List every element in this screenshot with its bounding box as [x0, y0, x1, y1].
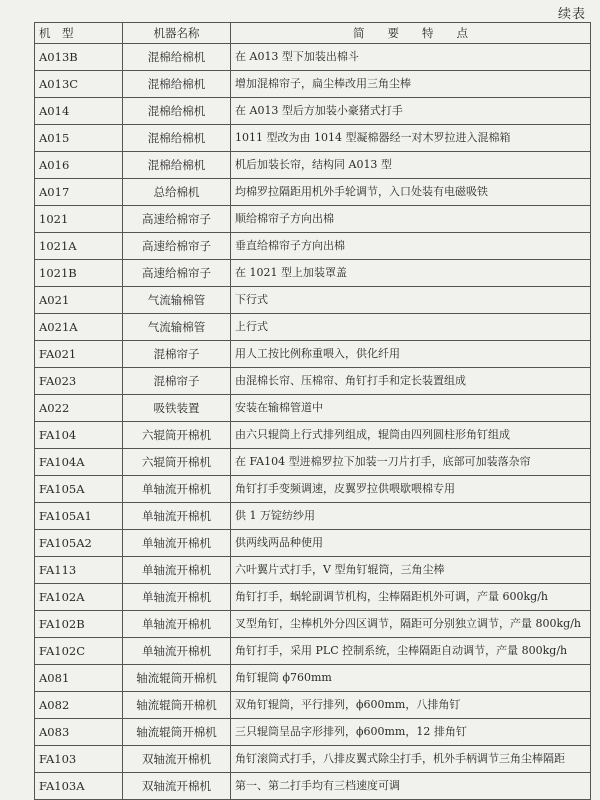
- table-row: [35, 503, 591, 530]
- model-cell: FA103: [35, 746, 123, 773]
- features-cell: 角钉滚筒式打手，八排皮翼式除尘打手，机外手柄调节三角尘棒隔距: [231, 746, 591, 773]
- table-row: [35, 692, 591, 719]
- table-row: [35, 395, 591, 422]
- features-cell: 由六只辊筒上行式排列组成，辊筒由四列圆柱形角钉组成: [231, 422, 591, 449]
- table-row: [35, 179, 591, 206]
- table-row: [35, 638, 591, 665]
- features-cell: 在 A013 型后方加装小豪猪式打手: [231, 98, 591, 125]
- features-cell: 顺给棉帘子方向出棉: [231, 206, 591, 233]
- table-row: [35, 368, 591, 395]
- features-cell: 叉型角钉，尘棒机外分四区调节，隔距可分别独立调节，产量 800kg/h: [231, 611, 591, 638]
- model-cell: A017: [35, 179, 123, 206]
- features-cell: 第一、第二打手均有三档速度可调: [231, 773, 591, 800]
- machine-name-cell: 单轴流开棉机: [123, 611, 231, 638]
- table-header: [35, 23, 591, 44]
- features-cell: 在 A013 型下加装出棉斗: [231, 44, 591, 71]
- header-features: 简 要 特 点: [231, 23, 591, 44]
- model-cell: FA104: [35, 422, 123, 449]
- machine-name-cell: 混棉给棉机: [123, 125, 231, 152]
- model-cell: FA102A: [35, 584, 123, 611]
- table-row: [35, 125, 591, 152]
- model-cell: FA113: [35, 557, 123, 584]
- model-cell: FA105A1: [35, 503, 123, 530]
- features-cell: 供 1 万锭纺纱用: [231, 503, 591, 530]
- machine-name-cell: 单轴流开棉机: [123, 557, 231, 584]
- table-row: [35, 557, 591, 584]
- features-cell: 均棉罗拉隔距用机外手轮调节，入口处装有电磁吸铁: [231, 179, 591, 206]
- model-cell: A083: [35, 719, 123, 746]
- table-row: [35, 611, 591, 638]
- table-row: [35, 476, 591, 503]
- model-cell: A082: [35, 692, 123, 719]
- model-cell: FA023: [35, 368, 123, 395]
- features-cell: 机后加装长帘，结构同 A013 型: [231, 152, 591, 179]
- machine-name-cell: 单轴流开棉机: [123, 584, 231, 611]
- table-body: [35, 44, 591, 800]
- machine-name-cell: 单轴流开棉机: [123, 530, 231, 557]
- model-cell: FA103A: [35, 773, 123, 800]
- machine-name-cell: 混棉给棉机: [123, 44, 231, 71]
- machine-name-cell: 轴流辊筒开棉机: [123, 665, 231, 692]
- model-cell: A081: [35, 665, 123, 692]
- model-cell: FA102C: [35, 638, 123, 665]
- features-cell: 双角钉辊筒，平行排列，ϕ600mm，八排角钉: [231, 692, 591, 719]
- table-row: [35, 422, 591, 449]
- table-row: [35, 341, 591, 368]
- table-row: [35, 449, 591, 476]
- header-row: [35, 23, 591, 44]
- table-row: [35, 98, 591, 125]
- features-cell: 下行式: [231, 287, 591, 314]
- table-row: [35, 665, 591, 692]
- machine-name-cell: 混棉给棉机: [123, 71, 231, 98]
- table-row: [35, 584, 591, 611]
- table-row: [35, 287, 591, 314]
- machine-name-cell: 总给棉机: [123, 179, 231, 206]
- header-model: 机 型: [35, 23, 123, 44]
- model-cell: A021: [35, 287, 123, 314]
- machine-name-cell: 混棉帘子: [123, 341, 231, 368]
- table-row: [35, 773, 591, 800]
- machine-name-cell: 吸铁装置: [123, 395, 231, 422]
- machine-name-cell: 六辊筒开棉机: [123, 422, 231, 449]
- features-cell: 角钉打手变频调速，皮翼罗拉供喂歇喂棉专用: [231, 476, 591, 503]
- features-cell: 角钉打手，蜗轮副调节机构，尘棒隔距机外可调，产量 600kg/h: [231, 584, 591, 611]
- table-row: [35, 152, 591, 179]
- model-cell: A015: [35, 125, 123, 152]
- machine-name-cell: 高速给棉帘子: [123, 206, 231, 233]
- table-row: [35, 746, 591, 773]
- model-cell: 1021B: [35, 260, 123, 287]
- machine-spec-table: [34, 22, 591, 800]
- features-cell: 角钉辊筒 ϕ760mm: [231, 665, 591, 692]
- features-cell: 供两线两品种使用: [231, 530, 591, 557]
- features-cell: 六叶翼片式打手，V 型角钉辊筒，三角尘棒: [231, 557, 591, 584]
- machine-name-cell: 轴流辊筒开棉机: [123, 719, 231, 746]
- table-row: [35, 44, 591, 71]
- model-cell: A022: [35, 395, 123, 422]
- features-cell: 在 FA104 型进棉罗拉下加装一刀片打手，底部可加装落杂帘: [231, 449, 591, 476]
- model-cell: A013B: [35, 44, 123, 71]
- features-cell: 三只辊筒呈品字形排列，ϕ600mm，12 排角钉: [231, 719, 591, 746]
- features-cell: 由混棉长帘、压棉帘、角钉打手和定长装置组成: [231, 368, 591, 395]
- model-cell: 1021: [35, 206, 123, 233]
- machine-name-cell: 六辊筒开棉机: [123, 449, 231, 476]
- model-cell: FA021: [35, 341, 123, 368]
- features-cell: 用人工按比例称重喂入，供化纤用: [231, 341, 591, 368]
- machine-name-cell: 气流输棉管: [123, 287, 231, 314]
- model-cell: A014: [35, 98, 123, 125]
- model-cell: FA105A2: [35, 530, 123, 557]
- machine-name-cell: 双轴流开棉机: [123, 746, 231, 773]
- machine-name-cell: 双轴流开棉机: [123, 773, 231, 800]
- features-cell: 增加混棉帘子，扁尘棒改用三角尘棒: [231, 71, 591, 98]
- table-row: [35, 71, 591, 98]
- features-cell: 在 1021 型上加装罩盖: [231, 260, 591, 287]
- table-row: [35, 260, 591, 287]
- model-cell: A016: [35, 152, 123, 179]
- features-cell: 1011 型改为由 1014 型凝棉器经一对木罗拉进入混棉箱: [231, 125, 591, 152]
- machine-name-cell: 单轴流开棉机: [123, 476, 231, 503]
- continued-label: 续表: [557, 7, 586, 22]
- machine-name-cell: 混棉给棉机: [123, 98, 231, 125]
- model-cell: FA105A: [35, 476, 123, 503]
- machine-name-cell: 单轴流开棉机: [123, 638, 231, 665]
- model-cell: 1021A: [35, 233, 123, 260]
- features-cell: 角钉打手，采用 PLC 控制系统，尘棒隔距自动调节，产量 800kg/h: [231, 638, 591, 665]
- machine-name-cell: 高速给棉帘子: [123, 233, 231, 260]
- features-cell: 上行式: [231, 314, 591, 341]
- model-cell: A021A: [35, 314, 123, 341]
- machine-name-cell: 混棉帘子: [123, 368, 231, 395]
- table-row: [35, 530, 591, 557]
- features-cell: 垂直给棉帘子方向出棉: [231, 233, 591, 260]
- table-row: [35, 314, 591, 341]
- machine-name-cell: 混棉给棉机: [123, 152, 231, 179]
- table-row: [35, 233, 591, 260]
- header-machine-name: 机器名称: [123, 23, 231, 44]
- machine-name-cell: 轴流辊筒开棉机: [123, 692, 231, 719]
- features-cell: 安装在输棉管道中: [231, 395, 591, 422]
- table-row: [35, 719, 591, 746]
- table-row: [35, 206, 591, 233]
- machine-name-cell: 高速给棉帘子: [123, 260, 231, 287]
- machine-name-cell: 气流输棉管: [123, 314, 231, 341]
- model-cell: A013C: [35, 71, 123, 98]
- model-cell: FA102B: [35, 611, 123, 638]
- machine-name-cell: 单轴流开棉机: [123, 503, 231, 530]
- model-cell: FA104A: [35, 449, 123, 476]
